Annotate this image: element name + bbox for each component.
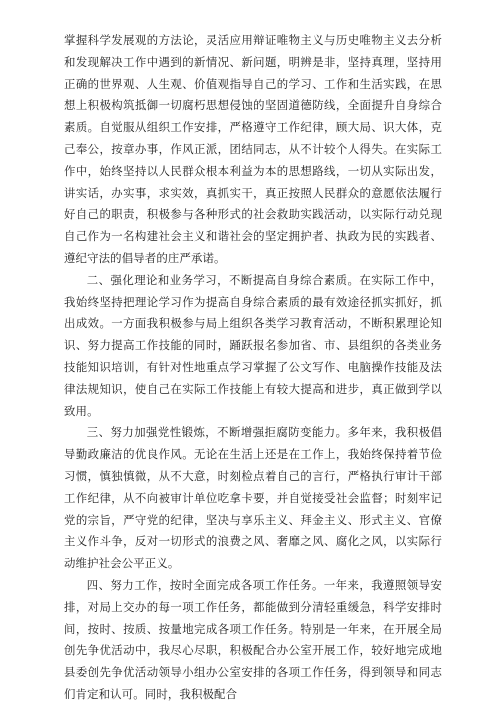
paragraph-1: 掌握科学发展观的方法论，灵活应用辩证唯物主义与历史唯物主义去分析和发现解决工作中遇到的新情况、新问题，明辨是非，坚持真理，坚持用正确的世界观、人生观、价值观指导自己的学习、工作和生活实践，在思想上积极构筑抵御一切腐朽思想侵蚀的坚固道德防线，全面提升自身综合素质。自觉服从组织工作安排，严格遵守工作纪律，顾大局、识大体，克己奉公，按章办事，作风正派，团结同志，从不计较个人得失。在实际工作中，始终坚持以人民群众根本利益为本的思想路线，一切从实际出发，讲实话，办实事，求实效，真抓实干，真正按照人民群众的意愿依法履行好自己的职责，积极参与各种形式的社会救助实践活动，以实际行动兑现自己作为一名构建社会主义和谐社会的坚定拥护者、执政为民的实践者、遵纪守法的倡导者的庄严承诺。 — [64, 33, 442, 265]
paragraph-2: 二、强化理论和业务学习，不断提高自身综合素质。在实际工作中，我始终坚持把理论学习作为提高自身综合素质的最有效途径抓实抓好，抓出成效。一方面我积极参与局上组织各类学习教育活动，不断积累理论知识、努力提高工作技能的同时，踊跃报名参加省、市、县组织的各类业务技能知识培训，有针对性地重点学习掌握了公文写作、电脑操作技能及法律法规知识，使自己在实际工作技能上有较大提高和进步，真正做到学以致用。 — [64, 272, 442, 418]
paragraph-3: 三、努力加强党性锻炼，不断增强拒腐防变能力。多年来，我积极倡导勤政廉洁的优良作风。无论在生活上还是在工作上，我始终保持着节俭习惯，慎独慎微，从不大意，时刻检点着自己的言行，严格执行审计干部工作纪律，从不向被审计单位吃拿卡要，并自觉接受社会监督；时刻牢记党的宗旨，严守党的纪律，坚决与享乐主义、拜金主义、形式主义、官僚主义作斗争，反对一切形式的浪费之风、奢靡之风、腐化之风，以实际行动维护社会公平正义。 — [64, 425, 442, 571]
paragraph-4: 四、努力工作，按时全面完成各项工作任务。一年来，我遵照领导安排，对局上交办的每一项工作任务，都能做到分清轻重缓急，科学安排时间，按时、按质、按量地完成各项工作任务。特别是一年来，在开展全局创先争优活动中，我尽心尽职，积极配合办公室开展工作，较好地完成地县委创先争优活动领导小组办公室安排的各项工作任务，得到领导和同志们肯定和认可。同时，我积极配合 — [64, 577, 442, 701]
document-page — [64, 30, 442, 706]
